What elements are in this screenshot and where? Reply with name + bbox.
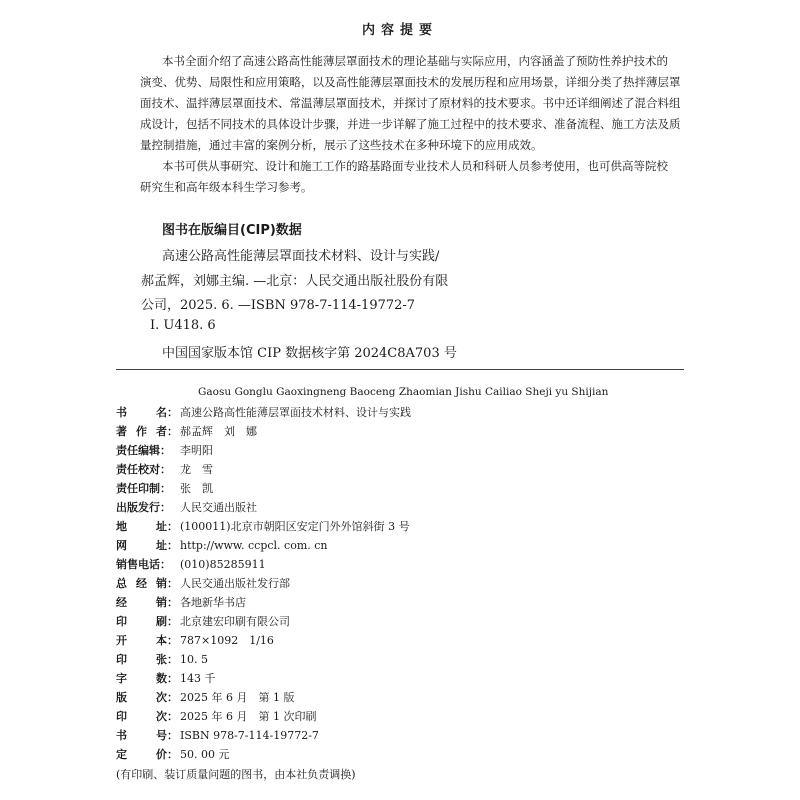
copyright-row — [116, 668, 216, 688]
copyright-row — [116, 630, 274, 650]
copyright-row — [116, 725, 319, 745]
row-label: 印 张： — [116, 653, 178, 666]
row-label: 定 价： — [116, 748, 178, 761]
copyright-row — [116, 402, 411, 422]
summary-line: 成设计，包括不同技术的具体设计步骤，并进一步详解了施工过程中的技术要求、准备流程、施工方法及质 — [140, 117, 681, 131]
copyright-row — [116, 706, 316, 726]
copyright-row — [116, 497, 257, 517]
row-label: 印 刷： — [116, 615, 178, 628]
row-value: (100011)北京市朝阳区安定门外外馆斜街 3 号 — [180, 520, 410, 533]
copyright-row — [116, 573, 290, 593]
pinyin-title: Gaosu Gonglu Gaoxingneng Baoceng Zhaomian Jishu Cailiao Sheji yu Shijian — [198, 386, 609, 398]
cip-line: 郝孟辉，刘娜主编. —北京：人民交通出版社股份有限 — [141, 274, 449, 289]
summary-line: 量控制措施，通过丰富的案例分析，展示了这些技术在多种环境下的应用成效。 — [140, 138, 543, 152]
row-value: 龙 雪 — [180, 463, 213, 476]
row-label: 书 号： — [116, 729, 178, 742]
summary-line: 本书可供从事研究、设计和施工工作的路基路面专业技术人员和科研人员参考使用，也可供高等院校 — [162, 159, 668, 173]
row-value: 北京建宏印刷有限公司 — [180, 615, 290, 628]
row-label: 开 本： — [116, 634, 178, 647]
cip-heading: 图书在版编目(CIP)数据 — [162, 223, 302, 238]
row-label: 责任编辑： — [116, 444, 171, 457]
row-label: 地 址： — [116, 520, 178, 533]
summary-line: 本书全面介绍了高速公路高性能薄层罩面技术的理论基础与实际应用，内容涵盖了预防性养护技术的 — [162, 54, 668, 68]
row-label: 责任印制： — [116, 482, 171, 495]
cip-line: Ⅰ. U418. 6 — [150, 318, 216, 333]
row-value: 10. 5 — [180, 652, 208, 666]
row-value: 143 千 — [180, 672, 216, 685]
row-label: 网 址： — [116, 539, 178, 552]
row-label: 著 作 者： — [116, 425, 178, 438]
row-label: 出版发行： — [116, 501, 171, 514]
row-label: 销售电话： — [116, 558, 171, 571]
row-value: 787×1092 1/16 — [180, 634, 274, 647]
copyright-row — [116, 516, 410, 536]
cip-line: 高速公路高性能薄层罩面技术材料、设计与实践/ — [162, 249, 440, 264]
copyright-row — [116, 592, 246, 612]
divider — [116, 369, 684, 370]
row-label: 书 名： — [116, 406, 178, 419]
row-value: 人民交通出版社 — [180, 501, 257, 514]
copyright-row — [116, 554, 266, 574]
row-label: 责任校对： — [116, 463, 171, 476]
row-value: 郝孟辉 刘 娜 — [180, 425, 257, 438]
copyright-row — [116, 440, 213, 460]
row-value: 人民交通出版社发行部 — [180, 577, 290, 590]
row-value: ISBN 978-7-114-19772-7 — [180, 728, 319, 742]
copyright-row — [116, 478, 213, 498]
footer-note: (有印刷、装订质量问题的图书，由本社负责调换) — [116, 768, 356, 781]
copyright-row — [116, 421, 257, 441]
row-value: 50. 00 元 — [180, 748, 230, 761]
copyright-row — [116, 459, 213, 479]
row-value: 高速公路高性能薄层罩面技术材料、设计与实践 — [180, 406, 411, 419]
copyright-row — [116, 535, 328, 555]
row-label: 印 次： — [116, 710, 178, 723]
row-value: 李明阳 — [180, 444, 213, 457]
row-label: 经 销： — [116, 596, 178, 609]
row-label: 版 次： — [116, 691, 178, 704]
row-value: 2025 年 6 月 第 1 版 — [180, 691, 295, 704]
row-value: 张 凯 — [180, 482, 213, 495]
copyright-row — [116, 611, 290, 631]
summary-line: 研究生和高年级本科生学习参考。 — [140, 180, 313, 194]
copyright-row — [116, 744, 229, 764]
row-label: 字 数： — [116, 672, 178, 685]
cip-line: 中国国家版本馆 CIP 数据核字第 2024C8A703 号 — [162, 346, 457, 361]
row-value: (010)85285911 — [180, 557, 266, 571]
row-label: 总 经 销： — [116, 577, 178, 590]
row-value: 各地新华书店 — [180, 596, 246, 609]
row-value: 2025 年 6 月 第 1 次印刷 — [180, 710, 317, 723]
summary-line: 面技术、温拌薄层罩面技术、常温薄层罩面技术，并探讨了原材料的技术要求。书中还详细阐述了混合料组 — [140, 96, 681, 110]
row-value: http://www. ccpcl. com. cn — [180, 538, 328, 552]
copyright-row — [116, 687, 294, 707]
cip-line: 公司，2025. 6. —ISBN 978-7-114-19772-7 — [141, 298, 416, 313]
copyright-row — [116, 649, 208, 669]
summary-line: 演变、优势、局限性和应用策略，以及高性能薄层罩面技术的发展历程和应用场景，详细分类了热拌薄层罩 — [140, 75, 681, 89]
summary-title: 内容提要 — [361, 23, 438, 38]
